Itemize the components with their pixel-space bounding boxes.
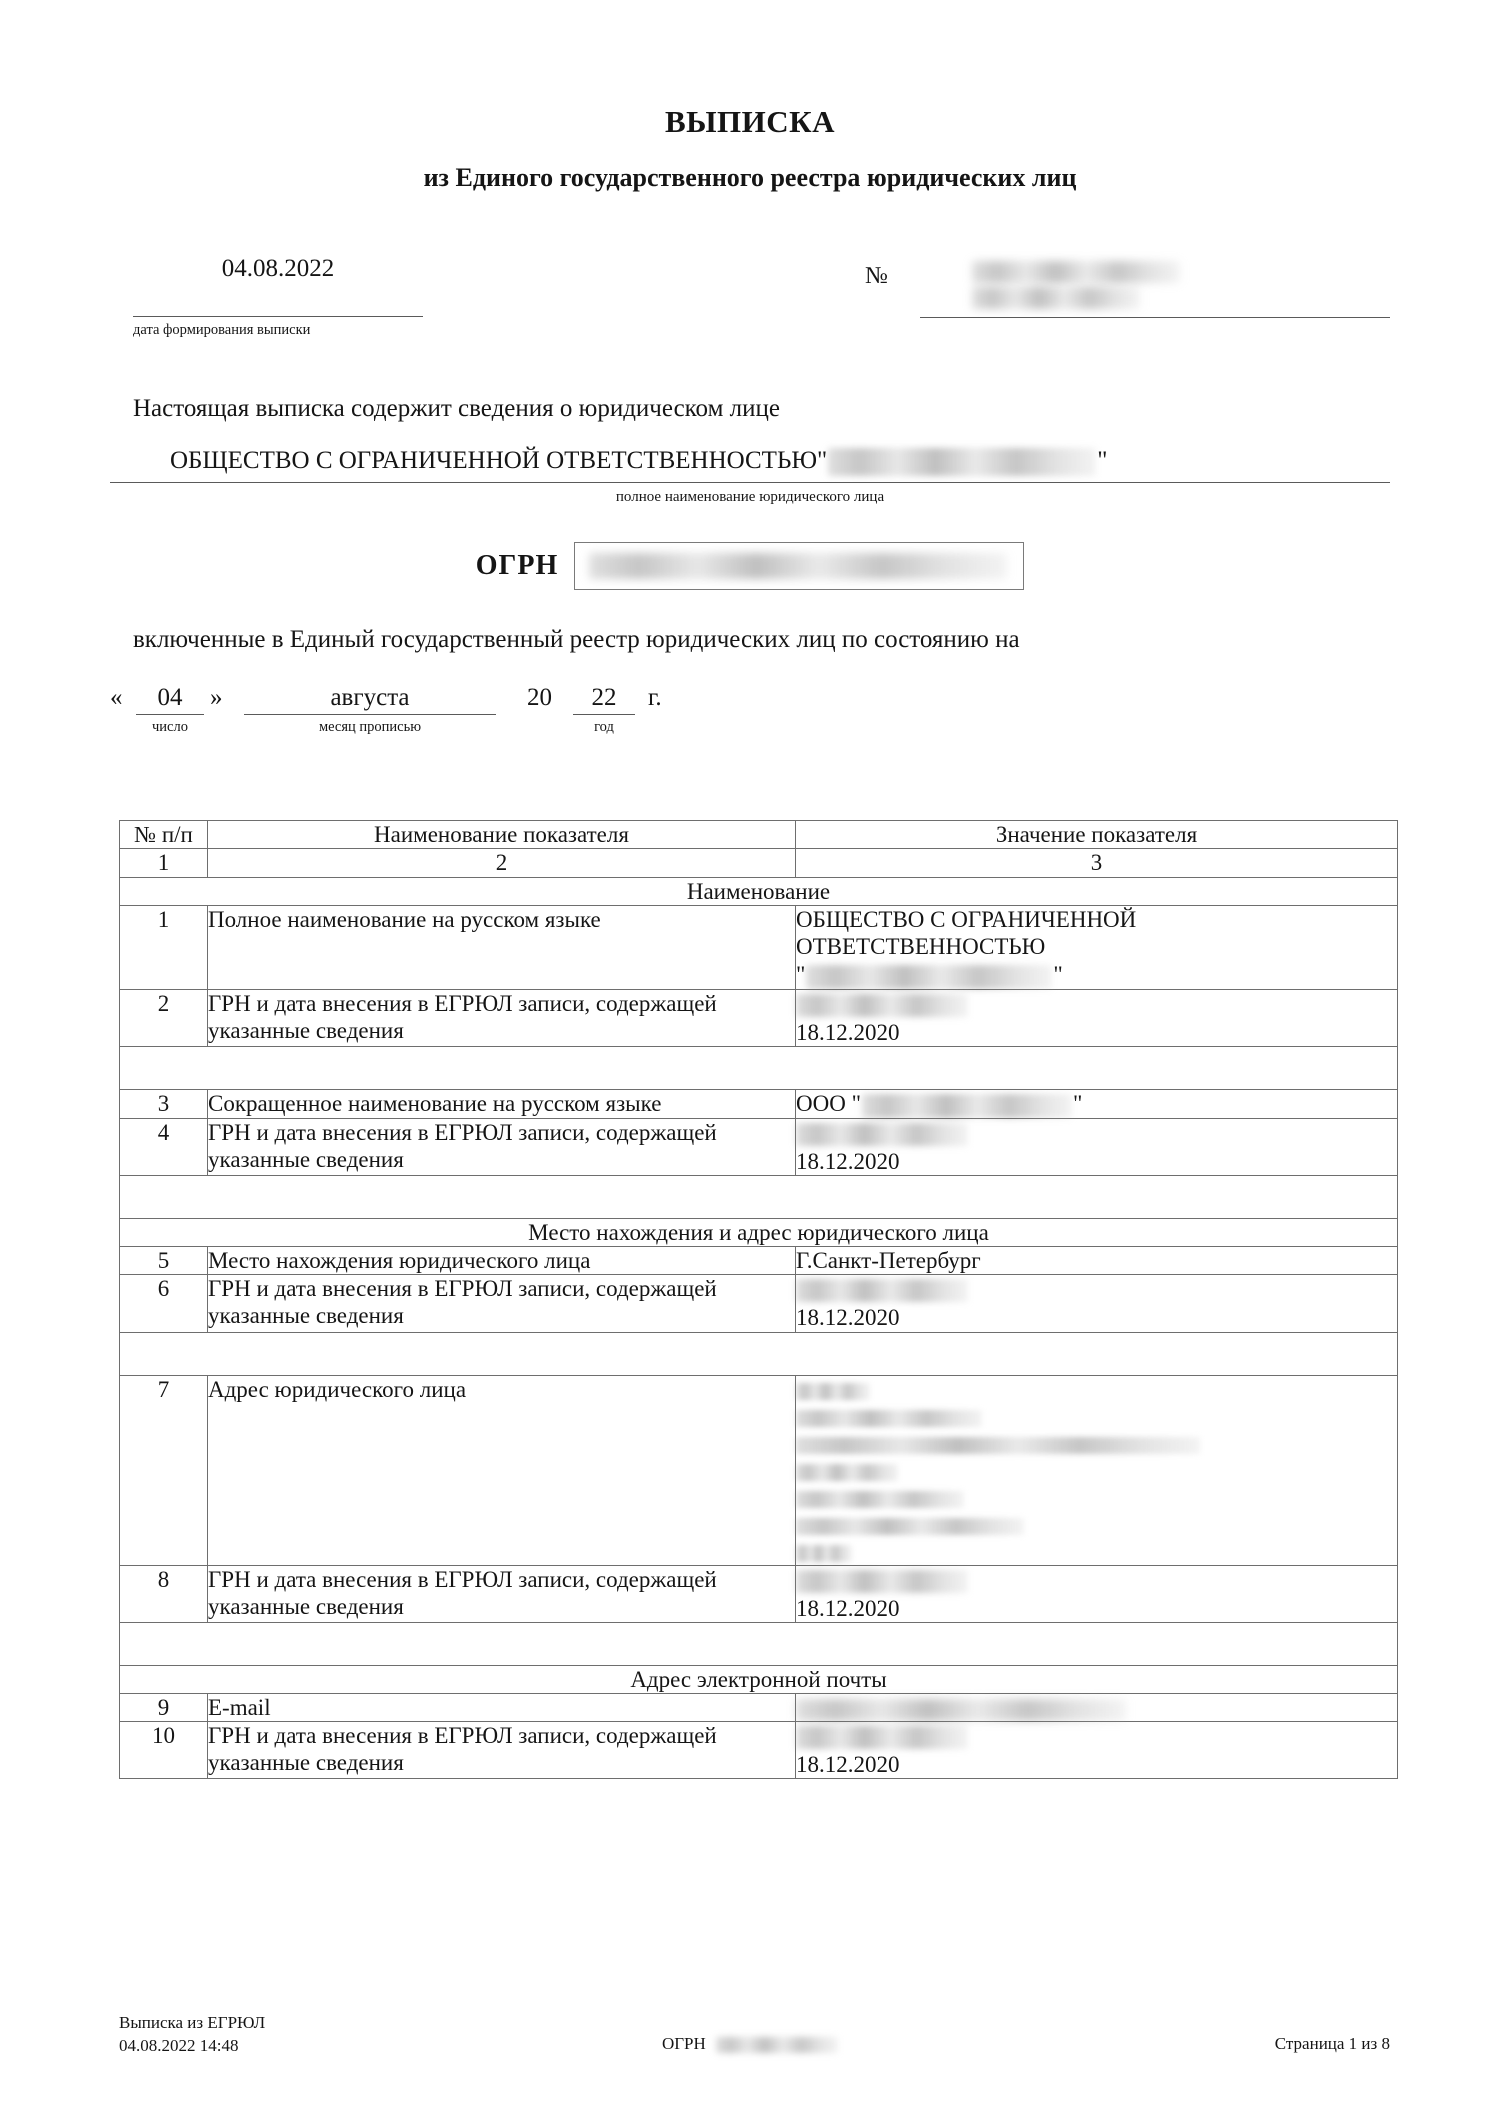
included-text: включенные в Единый государственный реестр юридических лиц по состоянию на: [133, 626, 1020, 654]
formation-date-block: [133, 255, 423, 339]
row-number: 2: [120, 989, 208, 1046]
grn-date: 18.12.2020: [796, 1148, 900, 1174]
row-number: 8: [120, 1565, 208, 1622]
row-indicator-value: [796, 905, 1398, 989]
row-indicator-value: [796, 1722, 1398, 1779]
page-subtitle: из Единого государственного реестра юридических лиц: [423, 163, 1077, 192]
section-heading-address: Место нахождения и адрес юридического лица: [120, 1218, 1398, 1246]
address-redacted-line: [796, 1430, 1397, 1457]
as-of-month-block: [244, 684, 496, 736]
row-indicator-value: [796, 1375, 1398, 1565]
egrul-data-table: [119, 820, 1398, 1779]
address-redacted-line: [796, 1484, 1397, 1511]
formation-date-value: 04.08.2022: [221, 255, 335, 282]
section-heading-row: [120, 1665, 1398, 1693]
row-indicator-name: ГРН и дата внесения в ЕГРЮЛ записи, содержащей указанные сведения: [208, 1118, 796, 1175]
grn-date: 18.12.2020: [796, 1305, 900, 1331]
email-redacted: [796, 1699, 1126, 1721]
grn-redacted: [796, 1119, 1397, 1146]
row-indicator-name: Место нахождения юридического лица: [208, 1247, 796, 1275]
grn-redacted: [796, 1275, 1397, 1302]
ogrn-value-box: [574, 542, 1024, 590]
row-indicator-name: Сокращенное наименование на русском языке: [208, 1089, 796, 1118]
meta-row: [110, 255, 1390, 351]
footer-doc-label: Выписка из ЕГРЮЛ: [119, 2013, 266, 2032]
as-of-year-suffix: г.: [648, 684, 662, 712]
address-redacted-line: [796, 1538, 1397, 1565]
section-heading-naimenovanie: Наименование: [120, 877, 1398, 905]
entity-fullname-line: [110, 447, 1390, 483]
spacer-cell: [120, 1046, 1398, 1089]
table-row: [120, 1118, 1398, 1175]
section-heading-row: [120, 1218, 1398, 1246]
as-of-month-caption: месяц прописью: [318, 719, 422, 736]
quote-left-guillemet: «: [110, 684, 123, 712]
quote-close: ": [1053, 961, 1063, 987]
footer-center: [662, 2034, 838, 2054]
header-row-number: № п/п: [120, 821, 208, 849]
row-indicator-value: [796, 1275, 1398, 1332]
row-indicator-name: ГРН и дата внесения в ЕГРЮЛ записи, содержащей указанные сведения: [208, 1565, 796, 1622]
as-of-day-caption: число: [152, 719, 188, 736]
as-of-day: 04: [157, 684, 183, 712]
header-indicator-name: Наименование показателя: [208, 821, 796, 849]
colnum-1: 1: [120, 849, 208, 877]
table-row: [120, 905, 1398, 989]
quote-open: ": [851, 1090, 861, 1116]
as-of-century: 20: [527, 684, 552, 712]
grn-date: 18.12.2020: [796, 1019, 900, 1045]
address-redacted-line: [796, 1403, 1397, 1430]
footer-timestamp: 04.08.2022 14:48: [119, 2035, 239, 2055]
as-of-month: августа: [330, 684, 410, 712]
formation-date-caption: дата формирования выписки: [133, 322, 311, 338]
as-of-year-caption: год: [594, 719, 614, 736]
row-number: 5: [120, 1247, 208, 1275]
grn-redacted: [796, 1722, 1397, 1749]
row-indicator-name: ГРН и дата внесения в ЕГРЮЛ записи, содержащей указанные сведения: [208, 1275, 796, 1332]
table-header-row: [120, 821, 1398, 849]
spacer-cell: [120, 1332, 1398, 1375]
row-number: 9: [120, 1694, 208, 1722]
row-indicator-name: Адрес юридического лица: [208, 1375, 796, 1565]
as-of-year-block: [573, 684, 635, 736]
table-spacer-row: [120, 1175, 1398, 1218]
row-indicator-name: ГРН и дата внесения в ЕГРЮЛ записи, содержащей указанные сведения: [208, 989, 796, 1046]
quote-open: ": [796, 961, 806, 987]
quote-right-guillemet: »: [210, 684, 223, 712]
row-indicator-value: [796, 989, 1398, 1046]
spacer-cell: [120, 1622, 1398, 1665]
shortname-prefix: ООО: [796, 1090, 846, 1116]
row-number: 7: [120, 1375, 208, 1565]
quote-close: ": [1072, 1090, 1083, 1116]
row-number: 1: [120, 905, 208, 989]
row-indicator-name: Полное наименование на русском языке: [208, 905, 796, 989]
row-indicator-name: E-mail: [208, 1694, 796, 1722]
lead-text: Настоящая выписка содержит сведения о юридическом лице: [133, 395, 780, 422]
header-indicator-value: Значение показателя: [796, 821, 1398, 849]
table-spacer-row: [120, 1622, 1398, 1665]
table-column-number-row: [120, 849, 1398, 877]
document-number-redacted-value: [920, 255, 1390, 317]
table-row: [120, 1089, 1398, 1118]
row-number: 10: [120, 1722, 208, 1779]
table-spacer-row: [120, 1332, 1398, 1375]
as-of-date-row: [110, 684, 1390, 750]
fullname-line-1: ОБЩЕСТВО С ОГРАНИЧЕННОЙ: [796, 906, 1137, 932]
entity-name-redacted: [828, 448, 1096, 476]
row-indicator-value: Г.Санкт-Петербург: [796, 1247, 1398, 1275]
row-indicator-value: [796, 1565, 1398, 1622]
row-indicator-value: [796, 1694, 1398, 1722]
grn-redacted: [796, 1566, 1397, 1593]
table-row: [120, 1722, 1398, 1779]
address-redacted-line: [796, 1457, 1397, 1484]
quote-open: ": [817, 447, 828, 474]
fullname-line-2: ОТВЕТСТВЕННОСТЬЮ: [796, 934, 1046, 960]
row-number: 4: [120, 1118, 208, 1175]
address-redacted-line: [796, 1376, 1397, 1403]
spacer-cell: [120, 1175, 1398, 1218]
entity-legal-form: ОБЩЕСТВО С ОГРАНИЧЕННОЙ ОТВЕТСТВЕННОСТЬЮ: [170, 447, 818, 474]
row-indicator-value: [796, 1118, 1398, 1175]
colnum-2: 2: [208, 849, 796, 877]
entity-shortname-redacted: [862, 1094, 1072, 1118]
ogrn-label: ОГРН: [475, 550, 559, 582]
ogrn-row: [110, 542, 1390, 590]
fullname-quoted-redacted: [796, 961, 1397, 989]
address-redacted-line: [796, 1511, 1397, 1538]
footer-left: [119, 2012, 265, 2058]
row-number: 3: [120, 1089, 208, 1118]
table-row: [120, 1565, 1398, 1622]
document-number-rule: [920, 317, 1390, 318]
grn-date: 18.12.2020: [796, 1595, 900, 1621]
table-row: [120, 989, 1398, 1046]
grn-redacted: [796, 990, 1397, 1017]
footer-page-number: Страница 1 из 8: [1274, 2034, 1390, 2053]
row-indicator-value: [796, 1089, 1398, 1118]
table-row: [120, 1375, 1398, 1565]
footer-ogrn-redacted: [716, 2037, 838, 2053]
entity-name-redacted: [806, 965, 1052, 989]
page-footer: [110, 2012, 1390, 2070]
document-number-block: [865, 255, 1390, 318]
footer-ogrn-label: ОГРН: [661, 2034, 706, 2053]
table-row: [120, 1275, 1398, 1332]
section-heading-row: [120, 877, 1398, 905]
colnum-3: 3: [796, 849, 1398, 877]
as-of-year: 22: [591, 684, 617, 712]
as-of-day-block: [136, 684, 204, 736]
table-spacer-row: [120, 1046, 1398, 1089]
ogrn-redacted-value: [589, 553, 1007, 579]
section-heading-email: Адрес электронной почты: [120, 1665, 1398, 1693]
table-row: [120, 1247, 1398, 1275]
quote-close: ": [1097, 447, 1108, 474]
row-indicator-name: ГРН и дата внесения в ЕГРЮЛ записи, содержащей указанные сведения: [208, 1722, 796, 1779]
row-number: 6: [120, 1275, 208, 1332]
table-row: [120, 1694, 1398, 1722]
page-title: ВЫПИСКА: [664, 104, 836, 139]
grn-date: 18.12.2020: [796, 1752, 900, 1778]
document-number-label: №: [865, 263, 888, 289]
entity-fullname-caption: полное наименование юридического лица: [615, 489, 885, 506]
